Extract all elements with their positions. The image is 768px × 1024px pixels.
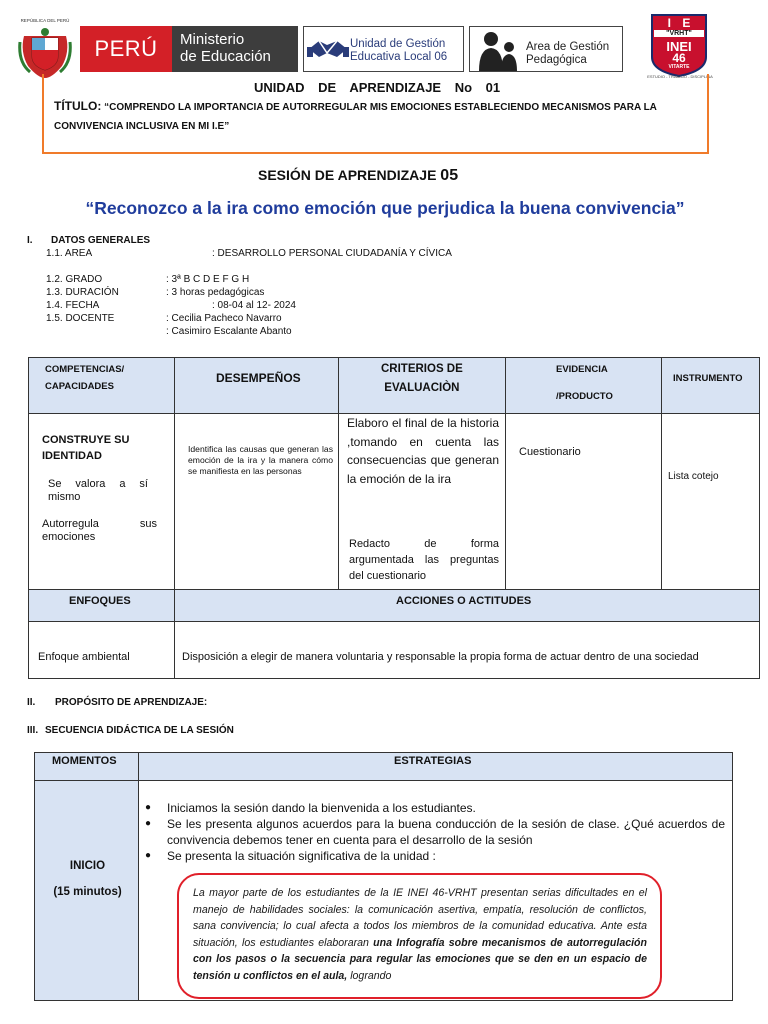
docente-label: 1.5. DOCENTE bbox=[46, 313, 115, 324]
instrumento-text: Lista cotejo bbox=[668, 471, 719, 482]
cell-instrumento bbox=[661, 413, 760, 590]
inicio-label: INICIO bbox=[69, 860, 106, 872]
fecha-value: : 08-04 al 12- 2024 bbox=[212, 300, 296, 311]
h-desempenos: DESEMPEÑOS bbox=[216, 371, 301, 385]
cell-inicio bbox=[34, 780, 139, 1001]
unit-titulo bbox=[54, 97, 704, 136]
peru-label: PERÚ bbox=[94, 36, 158, 61]
h-criterios-1: CRITERIOS DE bbox=[381, 363, 463, 375]
fecha-label: 1.4. FECHA bbox=[46, 300, 100, 311]
header-estrategias bbox=[138, 752, 733, 781]
cell-enfoque bbox=[28, 621, 175, 679]
handshake-icon bbox=[307, 31, 349, 67]
area-value: : DESARROLLO PERSONAL CIUDADANÍA Y CÍVICA bbox=[212, 248, 452, 259]
header-momentos bbox=[34, 752, 139, 781]
school-ie: I E bbox=[667, 16, 691, 30]
cell-criterios bbox=[338, 413, 506, 590]
datos-num: I. bbox=[27, 235, 33, 246]
h-momentos: MOMENTOS bbox=[52, 755, 117, 767]
teacher-student-icon bbox=[473, 29, 523, 71]
session-number: 05 bbox=[440, 167, 459, 184]
ugel-line-1: Unidad de Gestión bbox=[350, 38, 446, 50]
accion-text: Disposición a elegir de manera voluntaria y responsable la propia forma de actuar dentro de una sociedad bbox=[182, 651, 699, 663]
cell-competencia bbox=[28, 413, 175, 590]
s2-title: PROPÓSITO DE APRENDIZAJE: bbox=[55, 697, 208, 708]
duracion-label: 1.3. DURACIÓN bbox=[46, 287, 119, 298]
grado-value: : 3ª B C D E F G H bbox=[166, 274, 250, 285]
situacion-bold: una Infografía sobre mecanismos de autorregulación con los pasos o la secuencia para regular las emociones que se den en un espacio de tensión u conflictos en el aula, bbox=[193, 936, 647, 982]
datos-heading bbox=[27, 235, 150, 247]
school-motto: ESTUDIO - TRABAJO - DISCIPLINA bbox=[647, 74, 713, 79]
h-competencias-2: CAPACIDADES bbox=[45, 381, 114, 392]
republic-text: REPÚBLICA DEL PERÚ bbox=[20, 18, 70, 23]
ministerio-logo bbox=[172, 26, 298, 72]
ugel-logo bbox=[303, 26, 464, 72]
h-acciones: ACCIONES O ACTITUDES bbox=[396, 595, 532, 607]
bullet-item: ● Se les presenta algunos acuerdos para la buena conducción de la sesión de clase. ¿Qué acuerdos de convivencia debemos tener en cuenta para el desarrollo de la sesión bbox=[145, 816, 725, 848]
criterio-1: Elaboro el final de la historia ,tomando en cuenta las consecuencias que generan la emoción de la ira bbox=[347, 416, 499, 486]
docente-value-2: : Casimiro Escalante Abanto bbox=[166, 326, 292, 337]
session-subtitle: “Reconozco a la ira como emoción que perjudica la buena convivencia” bbox=[85, 198, 685, 218]
h-instrumento: INSTRUMENTO bbox=[673, 373, 743, 384]
ministerio-line-1: Ministerio bbox=[180, 31, 245, 48]
inicio-time: (15 minutos) bbox=[53, 886, 122, 898]
ugel-line-2: Educativa Local 06 bbox=[350, 51, 448, 63]
unit-title: UNIDAD DE APRENDIZAJE No 01 bbox=[254, 80, 501, 95]
school-logo bbox=[650, 13, 708, 77]
enfoque-text: Enfoque ambiental bbox=[38, 651, 130, 663]
titulo-label: TÍTULO: bbox=[54, 99, 102, 113]
agp-line-2: Pedagógica bbox=[526, 54, 587, 66]
datos-title: DATOS GENERALES bbox=[51, 235, 151, 246]
criterio-2: Redacto de forma argumentada las preguntas del cuestionario bbox=[349, 538, 499, 582]
situacion-part-1: La mayor parte de los estudiantes de la IE INEI 46-VRHT presentan serias dificultades en el manejo de habilidades sociales: la comunicación asertiva, empatía, resolución de conflictos, sana convivencia; lo cual afecta a todos los miembros de la comunidad educativa. Ante esta situación, los estudiantes elaboraran bbox=[193, 887, 647, 949]
cell-accion bbox=[174, 621, 760, 679]
grado-label: 1.2. GRADO bbox=[46, 274, 103, 285]
duracion-value: : 3 horas pedagógicas bbox=[166, 287, 265, 298]
school-place: VITARTE bbox=[668, 64, 690, 70]
bullet-item: ● Se presenta la situación significativa de la unidad : bbox=[145, 848, 725, 864]
h-criterios-2: EVALUACIÒN bbox=[384, 382, 460, 394]
header-criterios bbox=[338, 357, 506, 414]
peru-logo bbox=[80, 26, 172, 72]
h-estrategias: ESTRATEGIAS bbox=[394, 755, 472, 767]
competencias-table bbox=[28, 357, 760, 679]
s3-num: III. bbox=[27, 725, 39, 736]
school-vrht: "VRHT" bbox=[654, 30, 704, 37]
titulo-text: “COMPRENDO LA IMPORTANCIA DE AUTORREGULAR MIS EMOCIONES ESTABLECIENDO MECANISMOS PARA LA CONVIVENCIA INCLUSIVA EN MI I.E” bbox=[54, 102, 657, 132]
estrategias-list bbox=[145, 800, 725, 864]
capacidad-1: Se valora a sí mismo bbox=[48, 478, 148, 503]
ministerio-line-2: de Educación bbox=[180, 48, 271, 65]
area-label: 1.1. AREA bbox=[46, 248, 93, 259]
session-title bbox=[258, 167, 458, 185]
docente-value-1: : Cecilia Pacheco Navarro bbox=[166, 313, 282, 324]
header-competencias bbox=[28, 357, 175, 414]
peru-coat-of-arms-icon bbox=[18, 22, 72, 80]
agp-line-1: Area de Gestión bbox=[526, 41, 610, 53]
school-inei: INEI bbox=[666, 39, 692, 54]
bullet-item: ● Iniciamos la sesión dando la bienvenida a los estudiantes. bbox=[145, 800, 725, 816]
agp-logo bbox=[469, 26, 623, 72]
h-enfoques: ENFOQUES bbox=[69, 595, 131, 607]
secuencia-heading bbox=[27, 725, 234, 736]
competencia-text: CONSTRUYE SU IDENTIDAD bbox=[42, 434, 130, 462]
school-number: 46 bbox=[672, 51, 686, 65]
desempeno-text: Identifica las causas que generan las emoción de la ira y la manera cómo se manifiesta en las personas bbox=[188, 444, 333, 476]
h-competencias-1: COMPETENCIAS/ bbox=[45, 364, 125, 375]
evidencia-text: Cuestionario bbox=[519, 446, 581, 458]
s3-title: SECUENCIA DIDÁCTICA DE LA SESIÓN bbox=[45, 725, 234, 736]
h-evidencia-2: /PRODUCTO bbox=[556, 391, 613, 402]
cell-evidencia bbox=[505, 413, 662, 590]
header-instrumento bbox=[661, 357, 760, 414]
header-evidencia bbox=[505, 357, 662, 414]
situacion-part-2: logrando bbox=[350, 969, 392, 982]
capacidad-2: Autorregula sus emociones bbox=[42, 518, 157, 543]
session-label: SESIÓN DE APRENDIZAJE bbox=[258, 167, 437, 183]
s2-num: II. bbox=[27, 697, 36, 708]
header-enfoques bbox=[28, 589, 175, 622]
cell-desempeno bbox=[174, 413, 339, 590]
h-evidencia-1: EVIDENCIA bbox=[556, 364, 608, 375]
situacion-text bbox=[193, 885, 647, 985]
proposito-heading bbox=[27, 697, 207, 708]
header-desempenos bbox=[174, 357, 339, 414]
header-acciones bbox=[174, 589, 760, 622]
